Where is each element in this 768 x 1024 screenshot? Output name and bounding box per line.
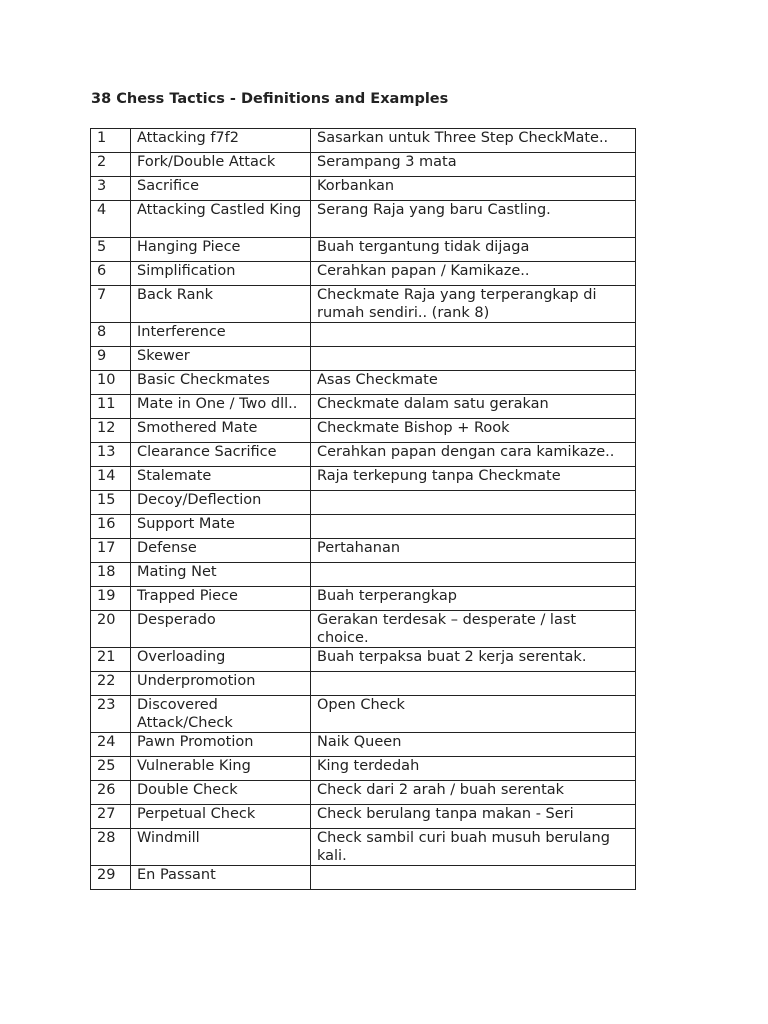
table-row	[91, 587, 636, 611]
tactic-number: 23	[91, 696, 131, 733]
table-row	[91, 129, 636, 153]
tactic-name: Pawn Promotion	[131, 733, 311, 757]
tactic-definition: Serang Raja yang baru Castling.	[311, 201, 636, 238]
tactic-definition: Checkmate Raja yang terperangkap di rumah sendiri.. (rank 8)	[311, 286, 636, 323]
tactic-name: Perpetual Check	[131, 805, 311, 829]
tactic-name: Defense	[131, 539, 311, 563]
tactic-number: 7	[91, 286, 131, 323]
table-row	[91, 395, 636, 419]
tactic-name: Skewer	[131, 347, 311, 371]
tactic-number: 8	[91, 323, 131, 347]
tactic-definition: Checkmate dalam satu gerakan	[311, 395, 636, 419]
tactic-definition: Buah terperangkap	[311, 587, 636, 611]
table-row	[91, 648, 636, 672]
tactic-definition: Check sambil curi buah musuh berulang kali.	[311, 829, 636, 866]
tactic-definition: Buah terpaksa buat 2 kerja serentak.	[311, 648, 636, 672]
tactic-number: 12	[91, 419, 131, 443]
table-row	[91, 467, 636, 491]
table-row	[91, 515, 636, 539]
tactic-definition: Raja terkepung tanpa Checkmate	[311, 467, 636, 491]
tactic-number: 26	[91, 781, 131, 805]
tactic-name: Decoy/Deflection	[131, 491, 311, 515]
tactics-table-body	[91, 129, 636, 890]
table-row	[91, 781, 636, 805]
tactic-definition	[311, 491, 636, 515]
tactic-number: 28	[91, 829, 131, 866]
tactic-definition: Cerahkan papan dengan cara kamikaze..	[311, 443, 636, 467]
table-row	[91, 757, 636, 781]
table-row	[91, 443, 636, 467]
tactic-definition: Check dari 2 arah / buah serentak	[311, 781, 636, 805]
tactic-number: 20	[91, 611, 131, 648]
tactic-definition: Buah tergantung tidak dijaga	[311, 238, 636, 262]
tactic-number: 27	[91, 805, 131, 829]
table-row	[91, 491, 636, 515]
tactic-name: Clearance Sacrifice	[131, 443, 311, 467]
tactic-number: 11	[91, 395, 131, 419]
tactic-name: Attacking Castled King	[131, 201, 311, 238]
tactic-number: 4	[91, 201, 131, 238]
tactic-definition: Check berulang tanpa makan - Seri	[311, 805, 636, 829]
table-row	[91, 262, 636, 286]
tactic-name: Back Rank	[131, 286, 311, 323]
tactic-definition: Pertahanan	[311, 539, 636, 563]
tactic-number: 13	[91, 443, 131, 467]
tactic-definition	[311, 563, 636, 587]
tactic-name: Mate in One / Two dll..	[131, 395, 311, 419]
table-row	[91, 672, 636, 696]
table-row	[91, 238, 636, 262]
tactic-number: 17	[91, 539, 131, 563]
tactic-definition: Cerahkan papan / Kamikaze..	[311, 262, 636, 286]
tactic-number: 14	[91, 467, 131, 491]
tactic-definition: Serampang 3 mata	[311, 153, 636, 177]
tactic-definition: Asas Checkmate	[311, 371, 636, 395]
tactic-name: Fork/Double Attack	[131, 153, 311, 177]
tactic-definition: Gerakan terdesak – desperate / last choice.	[311, 611, 636, 648]
tactic-name: Smothered Mate	[131, 419, 311, 443]
tactic-definition: King terdedah	[311, 757, 636, 781]
tactic-definition	[311, 672, 636, 696]
tactic-name: Support Mate	[131, 515, 311, 539]
tactic-number: 24	[91, 733, 131, 757]
tactic-name: Interference	[131, 323, 311, 347]
tactic-name: Double Check	[131, 781, 311, 805]
tactic-name: Trapped Piece	[131, 587, 311, 611]
tactic-definition	[311, 323, 636, 347]
tactic-number: 2	[91, 153, 131, 177]
tactic-definition: Naik Queen	[311, 733, 636, 757]
table-row	[91, 805, 636, 829]
tactic-name: Underpromotion	[131, 672, 311, 696]
tactic-name: Stalemate	[131, 467, 311, 491]
table-row	[91, 201, 636, 238]
tactic-name: Hanging Piece	[131, 238, 311, 262]
tactic-number: 5	[91, 238, 131, 262]
tactic-number: 16	[91, 515, 131, 539]
table-row	[91, 829, 636, 866]
table-row	[91, 371, 636, 395]
tactics-table	[90, 128, 636, 890]
tactic-number: 3	[91, 177, 131, 201]
tactic-number: 29	[91, 866, 131, 890]
document-title: 38 Chess Tactics - Definitions and Examples	[91, 91, 449, 107]
tactic-name: Discovered Attack/Check	[131, 696, 311, 733]
table-row	[91, 323, 636, 347]
table-row	[91, 866, 636, 890]
tactic-definition	[311, 866, 636, 890]
tactic-name: Windmill	[131, 829, 311, 866]
tactic-number: 1	[91, 129, 131, 153]
tactic-name: Desperado	[131, 611, 311, 648]
tactic-number: 19	[91, 587, 131, 611]
tactic-name: Vulnerable King	[131, 757, 311, 781]
tactic-number: 9	[91, 347, 131, 371]
tactic-definition: Open Check	[311, 696, 636, 733]
tactic-definition: Sasarkan untuk Three Step CheckMate..	[311, 129, 636, 153]
tactic-name: Mating Net	[131, 563, 311, 587]
tactic-definition: Checkmate Bishop + Rook	[311, 419, 636, 443]
table-row	[91, 419, 636, 443]
tactic-number: 10	[91, 371, 131, 395]
tactic-number: 25	[91, 757, 131, 781]
table-row	[91, 177, 636, 201]
tactic-number: 22	[91, 672, 131, 696]
tactic-name: Sacrifice	[131, 177, 311, 201]
table-row	[91, 347, 636, 371]
tactic-name: Attacking f7f2	[131, 129, 311, 153]
tactic-number: 18	[91, 563, 131, 587]
tactic-name: Simplification	[131, 262, 311, 286]
tactic-number: 15	[91, 491, 131, 515]
table-row	[91, 696, 636, 733]
tactic-name: Overloading	[131, 648, 311, 672]
table-row	[91, 153, 636, 177]
tactic-definition	[311, 347, 636, 371]
table-row	[91, 563, 636, 587]
tactic-definition: Korbankan	[311, 177, 636, 201]
tactic-number: 21	[91, 648, 131, 672]
table-row	[91, 611, 636, 648]
tactic-name: Basic Checkmates	[131, 371, 311, 395]
table-row	[91, 733, 636, 757]
table-row	[91, 286, 636, 323]
table-row	[91, 539, 636, 563]
tactic-definition	[311, 515, 636, 539]
tactic-number: 6	[91, 262, 131, 286]
tactic-name: En Passant	[131, 866, 311, 890]
